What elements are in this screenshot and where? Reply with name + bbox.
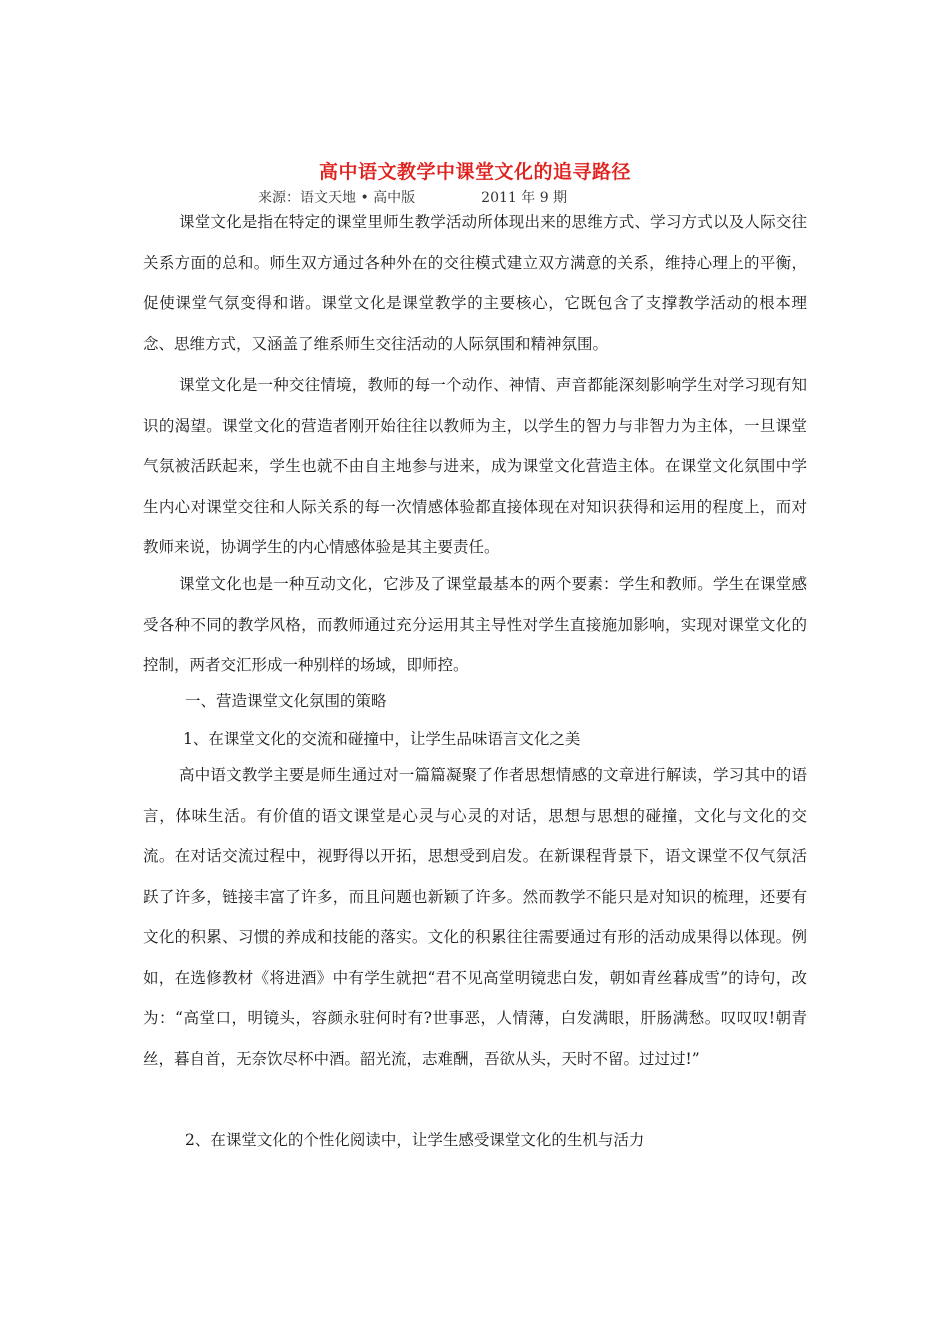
paragraph-3: 课堂文化也是一种互动文化，它涉及了课堂最基本的两个要素：学生和教师。学生在课堂感受各种不同的教学风格，而教师通过充分运用其主导性对学生直接施加影响，实现对课堂文化的控制，两者交汇形成一种别样的场域，即师控。 <box>143 575 807 674</box>
section-heading-1: 一、营造课堂文化氛围的策略 <box>185 692 387 710</box>
subheading-1: 1、在课堂文化的交流和碰撞中，让学生品味语言文化之美 <box>183 730 581 748</box>
source-publication: 来源：语文天地 • 高中版 <box>258 190 416 206</box>
paragraph-4: 高中语文教学主要是师生通过对一篇篇凝聚了作者思想情感的文章进行解读，学习其中的语言，体味生活。有价值的语文课堂是心灵与心灵的对话，思想与思想的碰撞，文化与文化的交流。在对话交流过程中，视野得以开拓，思想受到启发。在新课程背景下，语文课堂不仅气氛活跃了许多，链接丰富了许多，而且问题也新颖了许多。然而教学不能只是对知识的梳理，还要有文化的积累、习惯的养成和技能的落实。文化的积累往往需要通过有形的活动成果得以体现。例如，在选修教材《将进酒》中有学生就把“君不见高堂明镜悲白发，朝如青丝暮成雪”的诗句，改为：“高堂口，明镜头，容颜永驻何时有?世事恶，人情薄，白发满眼，肝肠满愁。叹叹叹!朝青丝，暮自首，无奈饮尽杯中酒。韶光流，志难酬，吾欲从头，天时不留。过过过!” <box>143 766 807 1068</box>
subheading-2: 2、在课堂文化的个性化阅读中，让学生感受课堂文化的生机与活力 <box>185 1131 645 1149</box>
source-issue: 2011 年 9 期 <box>481 190 568 206</box>
document-title: 高中语文教学中课堂文化的追寻路径 <box>318 161 631 183</box>
paragraph-1: 课堂文化是指在特定的课堂里师生教学活动所体现出来的思维方式、学习方式以及人际交往关系方面的总和。师生双方通过各种外在的交往模式建立双方满意的关系，维持心理上的平衡，促使课堂气氛变得和谐。课堂文化是课堂教学的主要核心，它既包含了支撑教学活动的根本理念、思维方式，又涵盖了维系师生交往活动的人际氛围和精神氛围。 <box>143 213 807 353</box>
paragraph-2: 课堂文化是一种交往情境，教师的每一个动作、神情、声音都能深刻影响学生对学习现有知识的渴望。课堂文化的营造者刚开始往往以教师为主，以学生的智力与非智力为主体，一旦课堂气氛被活跃起来，学生也就不由自主地参与进来，成为课堂文化营造主体。在课堂文化氛围中学生内心对课堂交往和人际关系的每一次情感体验都直接体现在对知识获得和运用的程度上，而对教师来说，协调学生的内心情感体验是其主要责任。 <box>143 376 807 556</box>
